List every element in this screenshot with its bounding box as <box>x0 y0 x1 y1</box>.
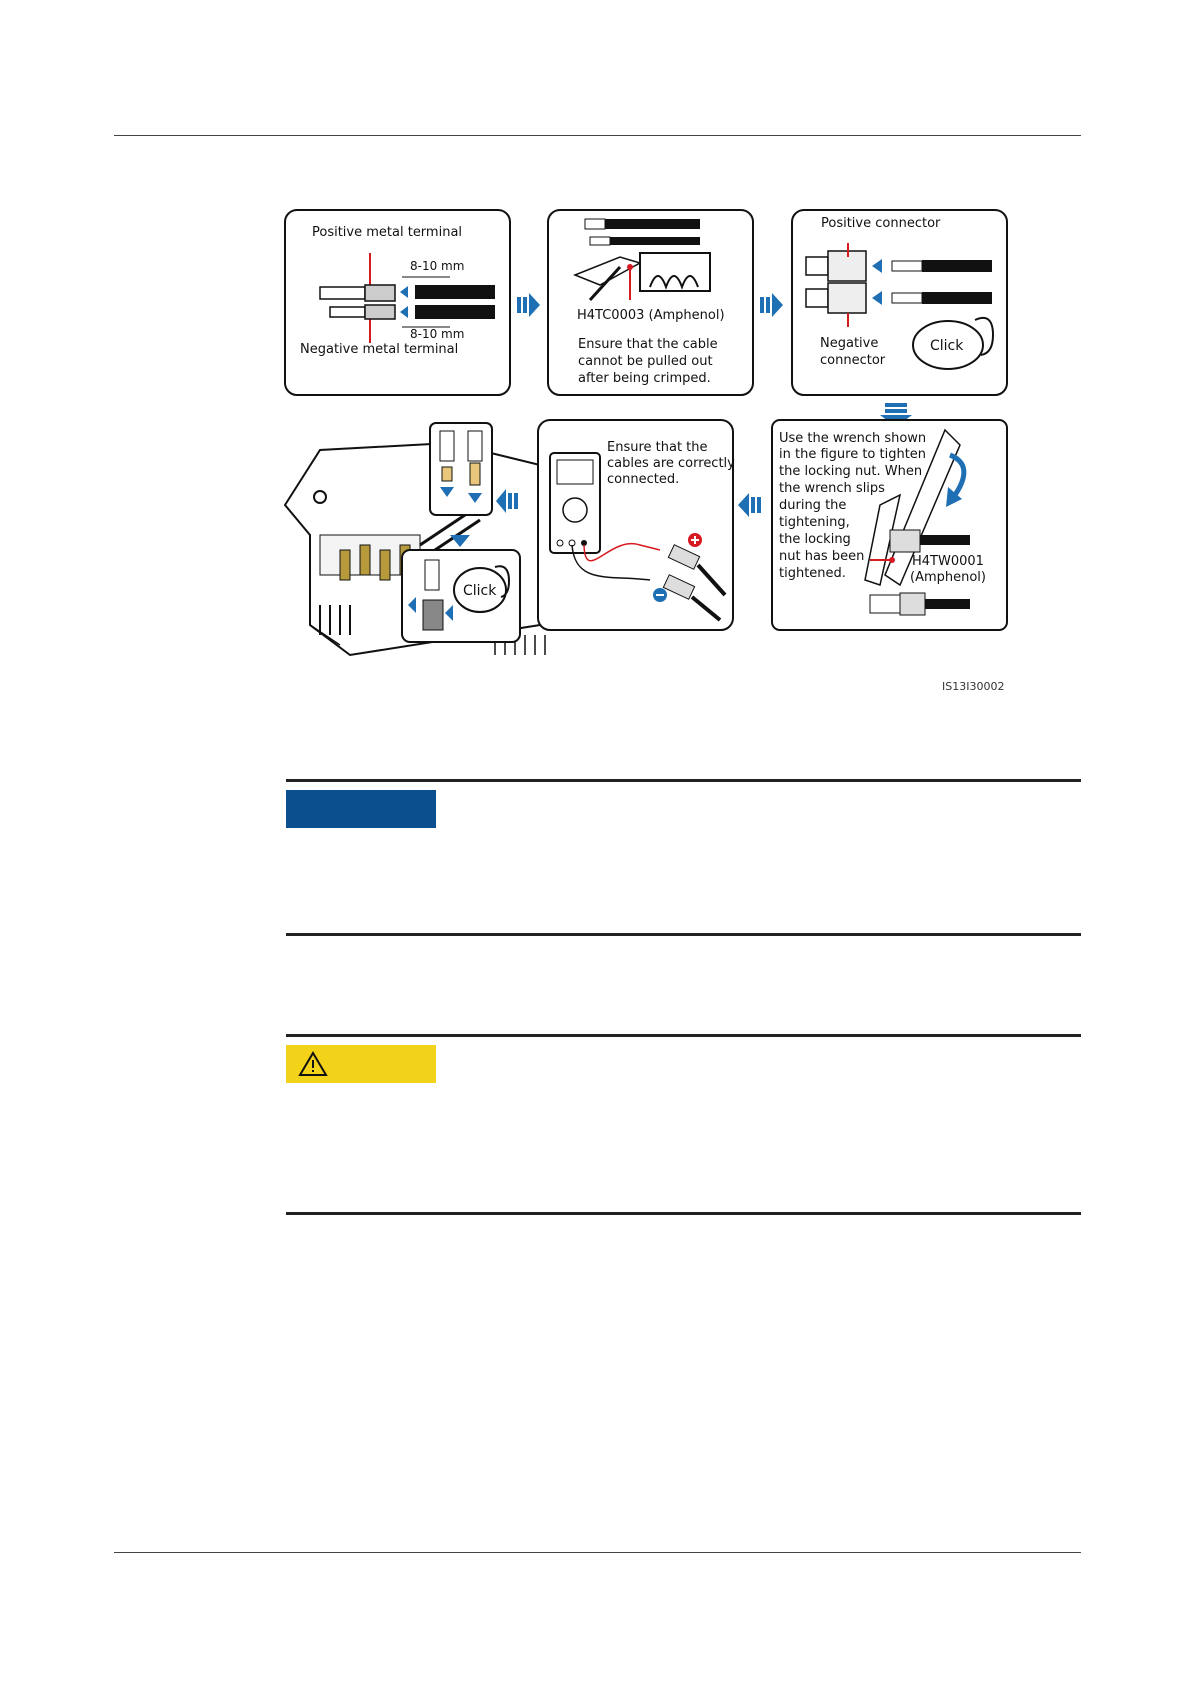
crimp-note-line2: cannot be pulled out <box>578 354 713 369</box>
wrench-note-line9: tightened. <box>779 566 846 581</box>
arrow-right-icon <box>517 293 540 317</box>
panel-metal-terminals <box>285 210 510 395</box>
multimeter-note-line2: cables are correctly <box>607 456 735 471</box>
crimp-note-line1: Ensure that the cable <box>578 337 718 352</box>
notice-badge <box>286 790 436 828</box>
wrench-note-line1: Use the wrench shown <box>779 431 927 446</box>
multimeter-note-line3: connected. <box>607 472 680 487</box>
wrench-tool-label-1: H4TW0001 <box>912 554 984 569</box>
wrench-note-line6: tightening, <box>779 515 850 530</box>
panel-connectors <box>792 210 1007 395</box>
wrench-tool-label-2: (Amphenol) <box>910 570 986 585</box>
connector-installation-figure <box>280 205 1020 705</box>
panel-crimping <box>548 210 753 395</box>
negative-connector-label-2: connector <box>820 353 886 368</box>
wrench-note-line4: the wrench slips <box>779 481 885 496</box>
footer-rule <box>114 1552 1081 1553</box>
minus-icon <box>653 588 667 602</box>
dim-top-label: 8-10 mm <box>410 259 465 273</box>
positive-metal-terminal-label: Positive metal terminal <box>312 225 463 240</box>
figure-id: IS13I30002 <box>942 680 1005 693</box>
positive-connector-label: Positive connector <box>821 216 941 231</box>
warning-triangle-icon <box>298 1051 328 1077</box>
notice-top-rule <box>286 779 1081 782</box>
caution-top-rule <box>286 1034 1081 1037</box>
negative-connector-label-1: Negative <box>820 336 879 351</box>
wrench-note-line7: the locking <box>779 532 851 547</box>
wrench-note-line8: nut has been <box>779 549 865 564</box>
crimping-tool-label: H4TC0003 (Amphenol) <box>577 308 725 323</box>
click-label: Click <box>463 583 497 599</box>
crimp-note-line3: after being crimped. <box>578 371 711 386</box>
header-rule <box>114 135 1081 136</box>
notice-bottom-rule <box>286 933 1081 936</box>
dim-bottom-label: 8-10 mm <box>410 327 465 341</box>
caution-bottom-rule <box>286 1212 1081 1215</box>
negative-metal-terminal-label: Negative metal terminal <box>300 342 459 357</box>
multimeter-note-line1: Ensure that the <box>607 440 708 455</box>
caution-badge <box>286 1045 436 1083</box>
panel-multimeter <box>538 420 735 630</box>
wrench-note-line5: during the <box>779 498 847 513</box>
click-label: Click <box>930 338 964 354</box>
panel-wrench <box>772 420 1007 630</box>
arrow-left-icon <box>738 493 761 517</box>
plus-icon <box>688 533 702 547</box>
arrow-right-icon <box>760 293 783 317</box>
wrench-note-line3: the locking nut. When <box>779 464 923 479</box>
wrench-note-line2: in the figure to tighten <box>779 447 927 462</box>
panel-click-insert <box>402 550 520 642</box>
